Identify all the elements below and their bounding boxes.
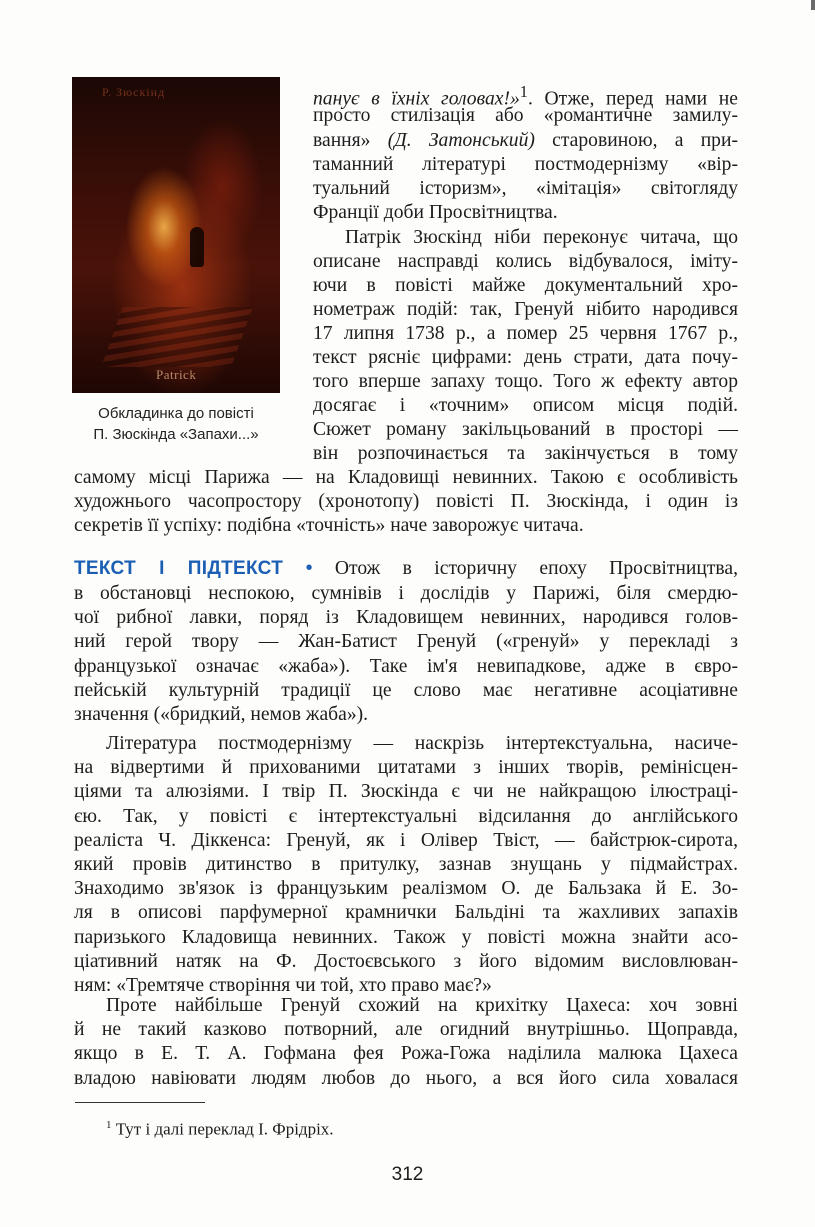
text-line: Література постмодернізму — наскрізь інтертекстуальна, насиче- [106,733,738,754]
text-span: старовиною, а при- [534,130,738,151]
text-line: художнього часопростору (хронотопу) повісті П. Зюскінда, і один із [74,491,738,513]
text-span: Сюжет роману закільцьований в просторі — [313,419,738,440]
text-line [313,153,738,177]
text-span: він розпочинається та закінчується в тому [313,443,738,464]
text-span: Патрік Зюскінд ніби переконує читача, що [345,227,738,248]
caption-line: Обкладинка до повісті [98,405,254,422]
text-line: ціативний натяк на Ф. Достоєвського з його відомим висловлюван- [74,950,738,972]
text-span: Франції доби Просвітництва. [313,202,558,223]
text-span: просто стилізація або «романтичне замилу- [313,105,738,126]
text-line [313,250,738,274]
text-span: досягає і «точним» описом місця подій. [313,395,738,416]
text-line [313,201,738,225]
text-line [313,129,738,153]
cover-title-text: Р. Зюскінд [102,85,166,99]
text-line: ля в описові парфумерної крамнички Бальдіні та жахливих запахів [74,902,738,924]
text-line: чої рибної лавки, поряд із Кладовищем невинних, народився голов- [74,607,738,629]
footnote-marker: 1 [106,1119,112,1131]
text-line: ний герой твору — Жан-Батист Гренуй («гренуй» у перекладі з [74,631,738,653]
text-line [313,322,738,346]
text-line [313,418,738,442]
text-line [313,298,738,322]
text-line: єю. Так, у повісті є інтертекстуальні відсилання до англійського [74,805,738,827]
text-line [313,274,738,298]
footnote [106,1114,334,1141]
cover-stairs-shape [101,307,253,367]
text-span: вання» [313,130,388,151]
text-span: описане насправді колись відбувалося, іміту- [313,251,738,272]
text-span: таманний літературі постмодернізму «вір- [313,154,738,175]
text-line: якщо в Е. Т. А. Гофмана фея Рожа-Гожа наділила малюка Цахеса [74,1043,738,1065]
section-first-line: Отож в історичну епоху Просвітництва, [334,558,738,579]
text-line: владою навіювати людям любов до нього, а вся його сила ховалася [74,1067,738,1089]
caption-line: П. Зюскінда «Запахи...» [93,426,259,443]
footnote-ref: 1 [519,82,528,101]
text-line: самому місці Парижа — на Кладовищі невинних. Такою є особливість [74,467,738,488]
text-line: ціями та алюзіями. І твір П. Зюскінда є чи не найкращою ілюстраці- [74,781,738,803]
footnote-rule [75,1102,205,1103]
cover-figure-silhouette [190,227,204,267]
text-line [313,370,738,394]
text-span: текст рясніє цифрами: день страти, дата почу- [313,347,738,368]
italic-span: (Д. Затонський) [387,130,535,151]
section-heading: ТЕКСТ І ПІДТЕКСТ [74,558,284,579]
text-line: секретів її успіху: подібна «точність» наче заворожує читача. [74,515,584,537]
text-span: нометраж подій: так, Гренуй нібито народився [313,299,738,320]
book-cover-image [72,77,280,393]
text-line: на відвертими й прихованими цитатами з інших творів, ремінісцен- [74,757,738,779]
section-bullet: • [305,558,313,579]
text-line: паризького Кладовища невинних. Також у повісті можна знайти асо- [74,926,738,948]
text-span: 17 липня 1738 р., а помер 25 червня 1767 р., [313,323,738,344]
cover-author-text: Patrick [156,367,197,382]
text-span: ючи в повісті майже документальний хро- [313,275,738,296]
text-span: туальний історизм», «імітація» світогляду [313,178,738,199]
text-line [313,346,738,370]
text-line: реаліста Ч. Діккенса: Гренуй, як і Олівер Твіст, — байстрюк-сирота, [74,829,738,851]
text-line: Проте найбільше Гренуй схожий на крихітку Цахеса: хоч зовні [106,995,738,1016]
text-line [345,226,738,250]
text-line [313,177,738,201]
page-number: 312 [391,1164,424,1185]
text-line [313,104,738,128]
text-line: в обстановці неспокою, сумнівів і дослідів у Парижі, біля смердю- [74,583,738,604]
text-span: . Отже, перед нами не [527,88,738,110]
text-line [313,442,738,466]
italic-span: панує в їхніх головах!» [313,88,520,110]
section-heading-line [74,557,738,581]
text-line: Знаходимо зв'язок із французьким реалізмом О. де Бальзака й Е. Зо- [74,878,738,900]
text-line: значення («бридкий, немов жаба»). [74,704,369,725]
text-line: французької означає «жаба»). Таке ім'я невипадкове, адже в євро- [74,655,738,677]
text-line: пейській культурній традиції це слово має негативне асоціативне [74,679,738,701]
text-span: того вперше запаху тощо. Того ж ефекту автор [313,371,738,392]
text-line [313,394,738,418]
text-line: ням: «Тремтяче створіння чи той, хто право має?» [74,975,492,996]
footnote-text: Тут і далі переклад І. Фрідріх. [111,1119,334,1139]
scan-edge-mark [811,0,815,10]
text-line: який провів дитинство в притулку, зазнав знущань у підмайстрах. [74,854,738,875]
figure-caption [64,403,288,445]
text-line: й не такий казково потворний, але огидний внутрішньо. Щоправда, [74,1019,738,1041]
